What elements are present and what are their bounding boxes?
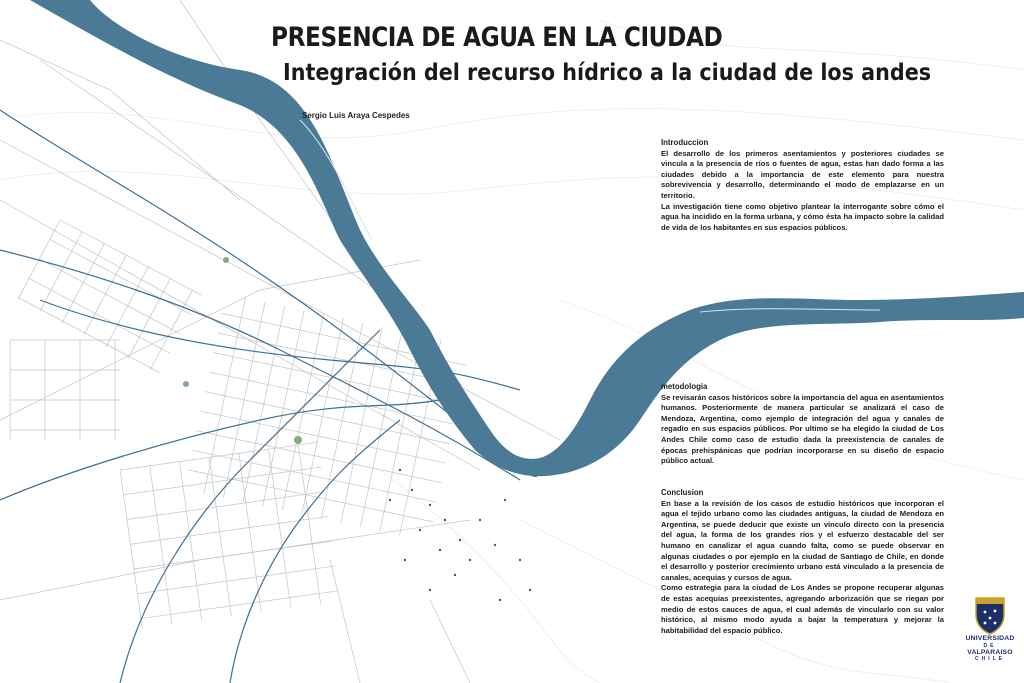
- logo-text-line2: DE: [983, 642, 997, 649]
- page-subtitle: Integración del recurso hídrico a la ciudad de los andes: [283, 60, 932, 86]
- section-heading: Conclusion: [661, 488, 704, 497]
- shield-icon: [973, 595, 1007, 635]
- author-name: Sergio Luis Araya Cespedes: [302, 111, 410, 120]
- section-paragraph: En base a la revisión de los casos de estudio históricos que incorporan el agua el tejido urbano como las ciudades antiguas, la ciudad de Mendoza en Argentina, se puede deducir que existe un vínculo directo con la presencia del agua, la forma de los grandes ríos y el esfuerzo destacable del ser humano en canalizar el agua cuando falta, como se puede observar en algunas ciudades o por ejemplo en la ciudad de Santiago de Chile, en donde el desarrollo y posterior crecimiento urbano está vinculado a la presencia de canales, acequias y cursos de agua.: [661, 498, 944, 582]
- section-paragraph: Como estrategia para la ciudad de Los Andes se propone recuperar algunas de estas acequias preexistentes, agregando arborización que se riegan por medio de estos cauces de agua, el cual además de vincularlo con su valor histórico, al mismo modo ayuda a bajar la temperatura y mejorar la habitabilidad del espacio público.: [661, 583, 944, 635]
- section-conclusion: [661, 488, 944, 636]
- canals: [0, 110, 560, 683]
- hill-vegetation: [389, 469, 531, 601]
- section-paragraph: Se revisarán casos históricos sobre la importancia del agua en asentamientos humanos. Posteriormente de manera particular se analizará el caso de Mendoza, Argentina, como ejemplo de integración del agua y canales de regadío en sus espacios públicos. Por ultimo se ha elegido la ciudad de Los Andes Chile como caso de estudio dada la preexistencia de canales de épocas prehispánicas que podrían incorporarse en su diseño de espacio público actual.: [661, 392, 944, 466]
- logo-text-line4: CHILE: [975, 656, 1005, 663]
- logo-text-line1: UNIVERSIDAD: [965, 635, 1015, 642]
- university-logo: [958, 595, 1022, 681]
- section-metodologia: [661, 382, 944, 467]
- section-paragraph: La investigación tiene como objetivo plantear la interrogante sobre cómo el agua ha incidido en la forma urbana, y cómo ésta ha impacto sobre la calidad de vida de los habitantes en sus espacios públicos.: [661, 201, 944, 232]
- logo-text-line3: VALPARAISO: [967, 648, 1013, 656]
- park-greens: [183, 257, 302, 444]
- page-title: PRESENCIA DE AGUA EN LA CIUDAD: [271, 22, 723, 53]
- section-paragraph: El desarrollo de los primeros asentamientos y posteriores ciudades se vincula a la presencia de ríos o fuentes de agua, estas han dado forma a las ciudades debido a la importancia de este elemento para nuestra sobrevivencia y desarrollo, determinando el modo de emplazarse en un territorio.: [661, 148, 944, 200]
- section-heading: Introduccion: [661, 138, 709, 147]
- section-introduccion: [661, 138, 944, 233]
- section-heading: metodologia: [661, 382, 708, 391]
